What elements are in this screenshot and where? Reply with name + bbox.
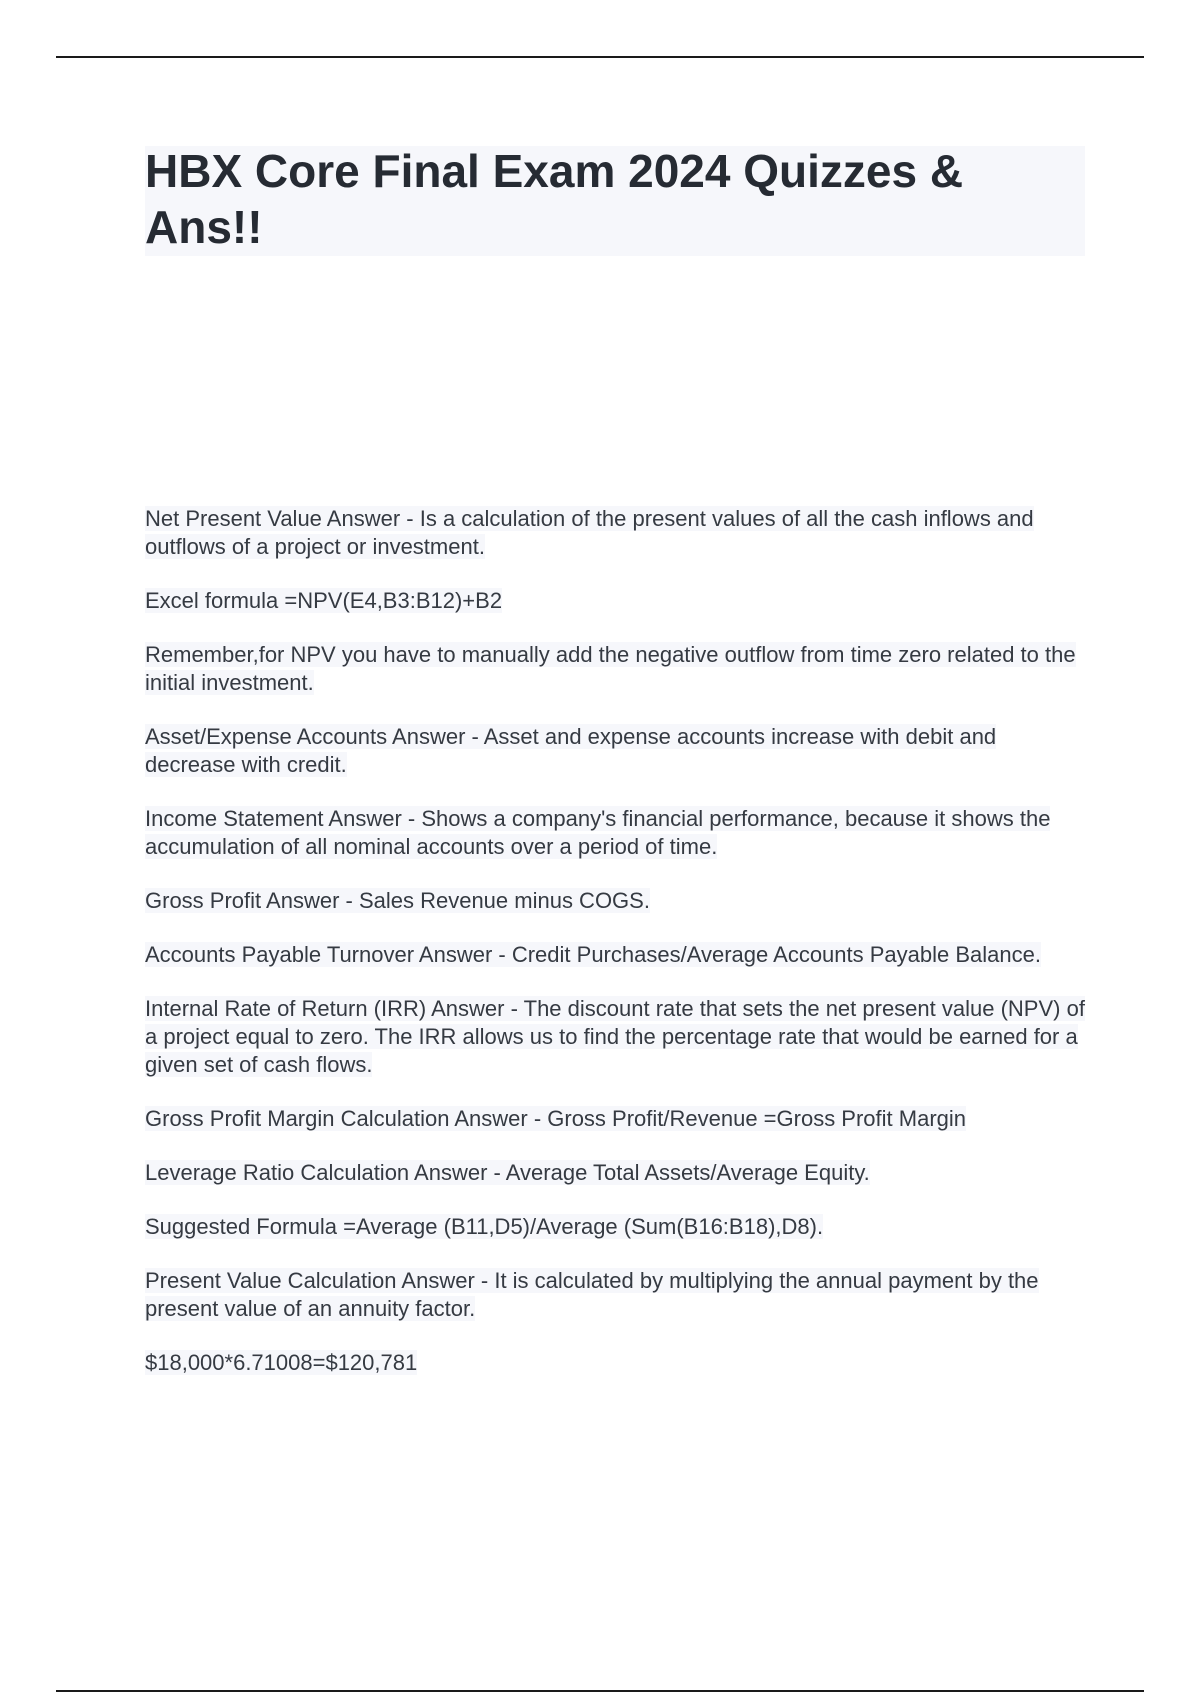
entry-text: $18,000*6.71008=$120,781 bbox=[145, 1350, 418, 1375]
bottom-rule bbox=[56, 1690, 1144, 1692]
document-title: HBX Core Final Exam 2024 Quizzes & Ans!! bbox=[145, 145, 964, 253]
qa-entry-present-value bbox=[145, 1267, 1090, 1323]
entry-text: Leverage Ratio Calculation Answer - Average Total Assets/Average Equity. bbox=[145, 1160, 870, 1185]
qa-entry-npv-reminder bbox=[145, 641, 1090, 697]
top-rule bbox=[56, 56, 1144, 58]
entry-text: Excel formula =NPV(E4,B3:B12)+B2 bbox=[145, 588, 503, 613]
qa-entry-leverage-ratio bbox=[145, 1159, 1090, 1187]
qa-entry-excel-formula bbox=[145, 587, 1090, 615]
entry-text: Net Present Value Answer - Is a calculation of the present values of all the cash inflows and outflows of a project or investment. bbox=[145, 506, 1034, 559]
qa-entry-gross-profit-margin bbox=[145, 1105, 1090, 1133]
qa-entries bbox=[145, 505, 1090, 1403]
entry-text: Internal Rate of Return (IRR) Answer - The discount rate that sets the net present value (NPV) of a project equal to zero. The IRR allows us to find the percentage rate that would be earned for a given set of cash flows. bbox=[145, 996, 1085, 1077]
qa-entry-pv-example bbox=[145, 1349, 1090, 1377]
entry-text: Asset/Expense Accounts Answer - Asset and expense accounts increase with debit and decrease with credit. bbox=[145, 724, 997, 777]
qa-entry-irr bbox=[145, 995, 1090, 1079]
qa-entry-asset-expense bbox=[145, 723, 1090, 779]
entry-text: Accounts Payable Turnover Answer - Credit Purchases/Average Accounts Payable Balance. bbox=[145, 942, 1041, 967]
entry-text: Gross Profit Answer - Sales Revenue minus COGS. bbox=[145, 888, 650, 913]
entry-text: Present Value Calculation Answer - It is calculated by multiplying the annual payment by the present value of an annuity factor. bbox=[145, 1268, 1039, 1321]
entry-text: Income Statement Answer - Shows a company's financial performance, because it shows the accumulation of all nominal accounts over a period of time. bbox=[145, 806, 1051, 859]
qa-entry-suggested-formula bbox=[145, 1213, 1090, 1241]
qa-entry-income-statement bbox=[145, 805, 1090, 861]
qa-entry-npv bbox=[145, 505, 1090, 561]
entry-text: Suggested Formula =Average (B11,D5)/Average (Sum(B16:B18),D8). bbox=[145, 1214, 824, 1239]
entry-text: Gross Profit Margin Calculation Answer - Gross Profit/Revenue =Gross Profit Margin bbox=[145, 1106, 967, 1131]
qa-entry-gross-profit bbox=[145, 887, 1090, 915]
qa-entry-ap-turnover bbox=[145, 941, 1090, 969]
title-block bbox=[145, 146, 1085, 256]
entry-text: Remember,for NPV you have to manually add the negative outflow from time zero related to the initial investment. bbox=[145, 642, 1076, 695]
